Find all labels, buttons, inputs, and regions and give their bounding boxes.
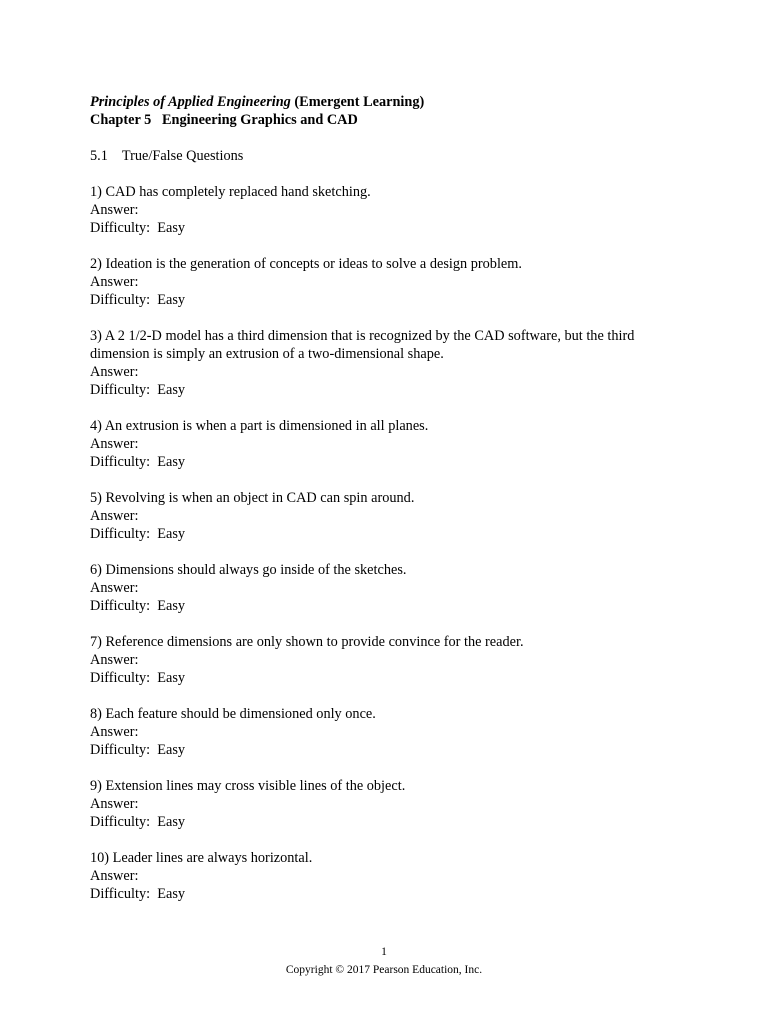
question-text: 3) A 2 1/2-D model has a third dimension that is recognized by the CAD software, but the third dimension is simply an extrusion of a two-dimensional shape. — [90, 328, 638, 362]
answer-label: Answer: — [90, 580, 139, 596]
page-content — [90, 93, 690, 903]
difficulty-label: Difficulty: Easy — [90, 382, 186, 398]
difficulty-label: Difficulty: Easy — [90, 454, 186, 470]
question-item — [90, 255, 690, 309]
question-item — [90, 561, 690, 615]
answer-label: Answer: — [90, 364, 139, 380]
question-text: 9) Extension lines may cross visible lines of the object. — [90, 778, 406, 794]
question-item — [90, 777, 690, 831]
question-item — [90, 489, 690, 543]
question-list — [90, 183, 690, 903]
difficulty-label: Difficulty: Easy — [90, 742, 186, 758]
answer-label: Answer: — [90, 508, 139, 524]
question-item — [90, 705, 690, 759]
question-item — [90, 417, 690, 471]
question-text: 5) Revolving is when an object in CAD can spin around. — [90, 490, 415, 506]
answer-label: Answer: — [90, 724, 139, 740]
difficulty-label: Difficulty: Easy — [90, 220, 186, 236]
answer-label: Answer: — [90, 796, 139, 812]
question-text: 6) Dimensions should always go inside of the sketches. — [90, 562, 407, 578]
answer-label: Answer: — [90, 868, 139, 884]
book-title-line — [90, 93, 690, 111]
question-text: 7) Reference dimensions are only shown to provide convince for the reader. — [90, 634, 524, 650]
edition-label: (Emergent Learning) — [294, 94, 425, 110]
page-number: 1 — [381, 946, 387, 958]
difficulty-label: Difficulty: Easy — [90, 292, 186, 308]
question-text: 2) Ideation is the generation of concepts or ideas to solve a design problem. — [90, 256, 522, 272]
difficulty-label: Difficulty: Easy — [90, 670, 186, 686]
section-title: 5.1 True/False Questions — [90, 148, 244, 164]
difficulty-label: Difficulty: Easy — [90, 814, 186, 830]
question-item — [90, 633, 690, 687]
question-text: 1) CAD has completely replaced hand sketching. — [90, 184, 371, 200]
question-item — [90, 183, 690, 237]
answer-label: Answer: — [90, 436, 139, 452]
question-item — [90, 327, 690, 399]
answer-label: Answer: — [90, 652, 139, 668]
answer-label: Answer: — [90, 274, 139, 290]
difficulty-label: Difficulty: Easy — [90, 886, 186, 902]
question-text: 4) An extrusion is when a part is dimensioned in all planes. — [90, 418, 429, 434]
answer-label: Answer: — [90, 202, 139, 218]
book-title: Principles of Applied Engineering — [90, 94, 291, 110]
question-text: 8) Each feature should be dimensioned only once. — [90, 706, 376, 722]
difficulty-label: Difficulty: Easy — [90, 598, 186, 614]
difficulty-label: Difficulty: Easy — [90, 526, 186, 542]
question-text: 10) Leader lines are always horizontal. — [90, 850, 313, 866]
chapter-title: Chapter 5 Engineering Graphics and CAD — [90, 112, 358, 128]
question-item — [90, 849, 690, 903]
copyright-notice: Copyright © 2017 Pearson Education, Inc. — [285, 964, 483, 976]
